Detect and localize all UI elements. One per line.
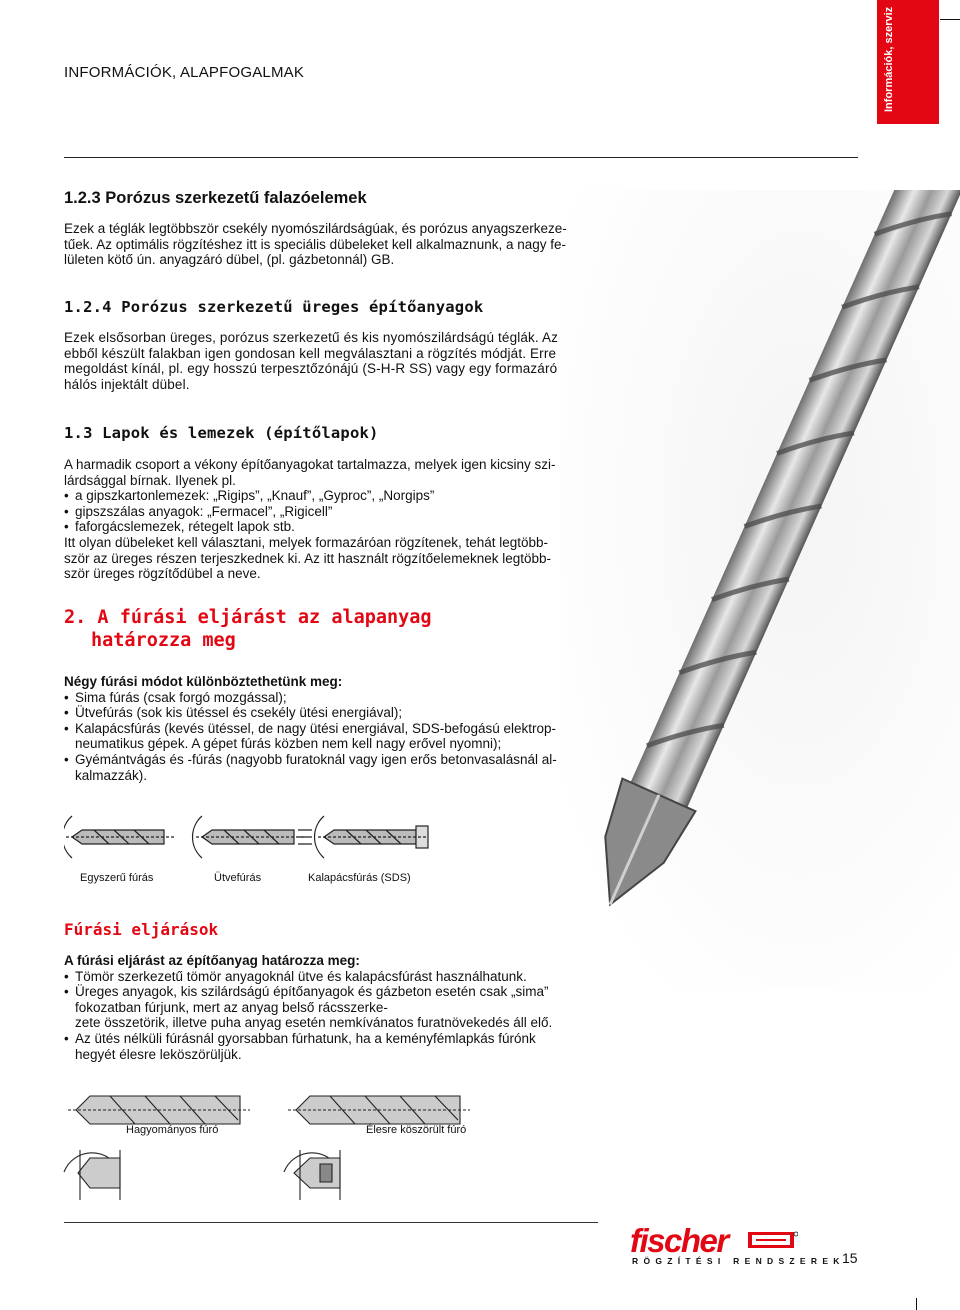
- list-item: • Ütvefúrás (sok kis ütéssel és csekély ütési energiával);: [64, 705, 604, 721]
- body-line: ször az üreges részen terjeszkednek ki. Az itt használt rögzítőelemeknek legtöbb-: [64, 550, 551, 566]
- section-body-1-3: [64, 457, 604, 582]
- material-rules-list: [64, 969, 604, 1063]
- section-body-1-2-4: [64, 330, 604, 392]
- drill-bit-diagrams: [60, 1080, 480, 1212]
- body-line: tűek. Az optimális rögzítéshez itt is speciális dübeleket kell alkalmaznunk, a nagy fe-: [64, 236, 566, 252]
- sharpened-drill-bit-diagram: [284, 1096, 470, 1200]
- body-line: lületen kötő ún. anyagzáró dübel, (pl. gázbetonnál) GB.: [64, 252, 395, 268]
- caption: Hagyományos fúró: [126, 1124, 219, 1136]
- fischer-logo: fischer: [630, 1222, 728, 1259]
- section-body-2: [64, 674, 604, 783]
- hammer-drilling-diagram: [315, 816, 428, 858]
- list-item: • Üreges anyagok, kis szilárdságú építőanyagok és gázbeton esetén csak „sima” fokozatban fúrjunk, mert az anyag belső rácsszerke- zete összetörik, illetve puha anyag esetén nemkívánatos furatnövekedés áll elő.: [64, 984, 604, 1031]
- body-line: Ezek a téglák legtöbbször csekély nyomószilárdságúak, és porózus anyagszerkeze-: [64, 221, 567, 236]
- body-line: ször üreges rögzítődübel a neve.: [64, 566, 261, 582]
- list-item: • Tömör szerkezetű tömör anyagoknál ütve és kalapácsfúrást használhatunk.: [64, 969, 604, 985]
- page-header-title: INFORMÁCIÓK, ALAPFOGALMAK: [64, 64, 305, 81]
- subheading: Négy fúrási módot különböztethetünk meg:: [64, 674, 343, 689]
- list-item: • a gipszkartonlemezek: „Rigips”, „Knauf”, „Gyproc”, „Norgips”: [64, 488, 604, 504]
- body-line: A harmadik csoport a vékony építőanyagokat tartalmazza, melyek igen kicsiny szi-: [64, 457, 556, 472]
- side-tab-label: Információk, szerviz: [883, 6, 895, 112]
- crop-mark: [940, 19, 960, 20]
- material-list: [64, 488, 604, 535]
- body-line: megoldást kínál, pl. egy hosszú terpesztőzónájú (S-H-R SS) vagy egy formazáró: [64, 361, 558, 377]
- body-line: lárdsággal bírnak. Ilyenek pl.: [64, 472, 236, 488]
- fischer-logo-emblem: [748, 1230, 798, 1250]
- caption: Élesre köszörült fúró: [366, 1124, 467, 1136]
- footer-rule: [64, 1222, 598, 1223]
- section-body-1-2-3: [64, 221, 604, 268]
- list-item: • Gyémántvágás és -fúrás (nagyobb furatoknál vagy igen erős betonvasalásnál al- kalmazzák).: [64, 752, 604, 783]
- chapter-number: 2.: [64, 607, 87, 628]
- chapter-title-line: határozza meg: [91, 630, 236, 651]
- drilling-mode-diagrams: [64, 808, 434, 866]
- body-line: Itt olyan dübeleket kell választani, melyek formazáróan rögzítenek, tehát legtöbb-: [64, 534, 549, 550]
- list-item: • Az ütés nélküli fúrásnál gyorsabban fúrhatunk, ha a keményfémlapkás fúrónk hegyét élesre leköszörüljük.: [64, 1031, 604, 1062]
- list-item: • Kalapácsfúrás (kevés ütéssel, de nagy ütési energiával, SDS-befogású elektrop- neumatikus gépek. A gépet fúrás közben nem kell nagy erővel nyomni);: [64, 721, 604, 752]
- list-item: • gipszszálas anyagok: „Fermacel”, „Rigicell”: [64, 504, 604, 520]
- drilling-modes-list: [64, 690, 604, 784]
- page-number: 15: [842, 1250, 858, 1266]
- caption: Ütvefúrás: [214, 872, 262, 884]
- caption: Egyszerű fúrás: [80, 872, 154, 884]
- impact-drilling-diagram: [193, 816, 312, 858]
- section-heading-1-2-4: 1.2.4 Porózus szerkezetű üreges építőanyagok: [64, 298, 484, 316]
- caption: Kalapácsfúrás (SDS): [308, 872, 411, 884]
- subheading: A fúrási eljárást az építőanyag határozza meg:: [64, 953, 360, 968]
- section-heading-1-2-3: 1.2.3 Porózus szerkezetű falazóelemek: [64, 189, 367, 207]
- list-item: • faforgácslemezek, rétegelt lapok stb.: [64, 519, 604, 535]
- body-line: Ezek elsősorban üreges, porózus szerkezetű és kis nyomószilárdságú téglák. Az: [64, 330, 559, 345]
- chapter-title-line: A fúrási eljárást az alapanyag: [97, 607, 432, 628]
- section-side-tab[interactable]: [877, 0, 939, 124]
- body-line: hálós injektált dübel.: [64, 376, 190, 392]
- header-rule: [64, 157, 858, 158]
- standard-drill-bit-diagram: [64, 1096, 250, 1200]
- crop-mark: [916, 1298, 917, 1310]
- list-item: • Sima fúrás (csak forgó mozgással);: [64, 690, 604, 706]
- section-body-furasi: [64, 953, 604, 1062]
- section-heading-1-3: 1.3 Lapok és lemezek (építőlapok): [64, 424, 379, 442]
- section-heading-furasi: Fúrási eljárások: [64, 920, 219, 939]
- chapter-heading-2: [64, 606, 432, 652]
- body-line: ebből készült falakban igen gondosan kell megválasztani a rögzítés módját. Erre: [64, 345, 557, 361]
- simple-drilling-diagram: [64, 816, 176, 858]
- drill-bit-photo: [560, 190, 960, 990]
- logo-tagline: RÖGZÍTÉSI RENDSZEREK: [632, 1256, 845, 1266]
